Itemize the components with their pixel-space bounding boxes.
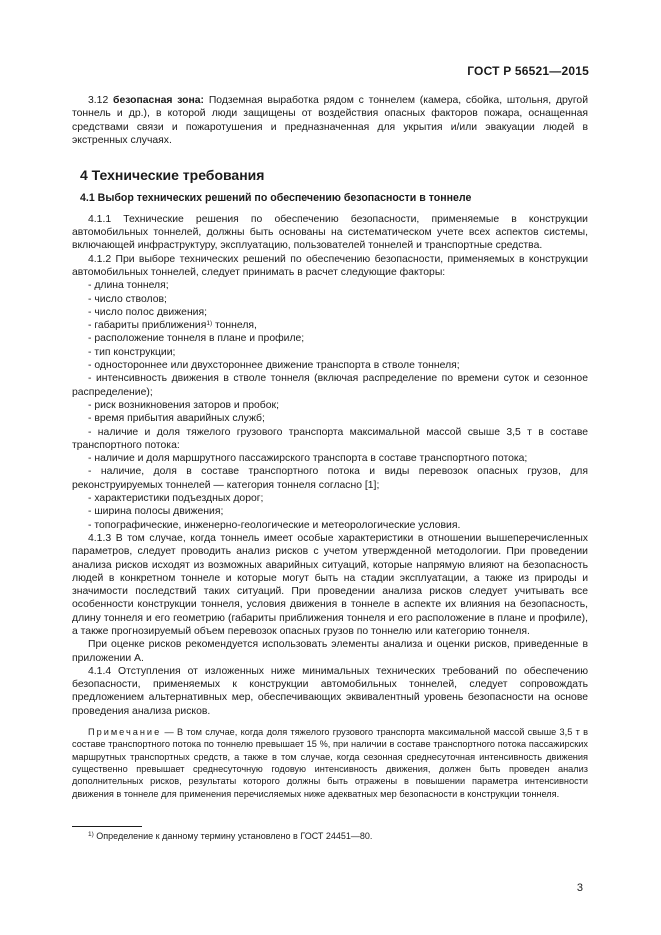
paragraph-4-1-2: 4.1.2 При выборе технических решений по обеспечению безопасности, применяемых в конструкции автомобильных тоннелей, следует принимать в расчет следующие факторы:: [72, 253, 588, 278]
factor-item: - наличие, доля в составе транспортного потока и виды перевозок опасных грузов, для реконструируемых тоннелей — категория тоннеля согласно [1];: [72, 466, 588, 491]
document-code: ГОСТ Р 56521—2015: [467, 64, 589, 78]
factor-text: тоннеля,: [212, 320, 257, 332]
section-4-title: 4 Технические требования: [80, 167, 265, 184]
factor-item: - ширина полосы движения;: [88, 506, 224, 518]
factor-item: - число полос движения;: [88, 306, 207, 318]
factor-item: - топографические, инженерно-геологические и метеорологические условия.: [88, 519, 461, 531]
footnote-marker: 1): [88, 831, 94, 838]
factor-item: - риск возникновения заторов и пробок;: [88, 399, 279, 411]
factor-item: - интенсивность движения в стволе тоннеля (включая распределение по времени суток и сезонное распределение);: [72, 373, 588, 398]
footnote-divider: [72, 826, 142, 827]
clause-3-12-term: безопасная зона:: [113, 95, 205, 106]
paragraph-risk-assessment: При оценке рисков рекомендуется использовать элементы анализа и оценки рисков, приведенные в приложении А.: [72, 639, 588, 664]
subsection-4-1-title: 4.1 Выбор технических решений по обеспечению безопасности в тоннеле: [80, 192, 472, 205]
factor-item: - наличие и доля маршрутного пассажирского транспорта в составе транспортного потока;: [88, 453, 528, 465]
factor-item: - длина тоннеля;: [88, 280, 169, 292]
paragraph-4-1-4: 4.1.4 Отступления от изложенных ниже минимальных технических требований по обеспечению безопасности, применяемых к конструкции автомобильных тоннелей, следует сопровождать предложением альтернативных мер, обеспечивающих эквивалентный уровень безопасности на основе проведения анализа рисков.: [72, 665, 588, 717]
factor-item: - число стволов;: [88, 293, 167, 305]
factor-item: - тип конструкции;: [88, 346, 176, 358]
factor-text: - габариты приближения: [88, 320, 207, 332]
factor-item: - одностороннее или двухстороннее движение транспорта в стволе тоннеля;: [88, 360, 460, 372]
factor-item: - расположение тоннеля в плане и профиле;: [88, 333, 305, 345]
factor-item: - время прибытия аварийных служб;: [88, 413, 265, 425]
footnote: [72, 830, 588, 842]
note-label: Примечание: [88, 727, 162, 738]
page-number: 3: [576, 882, 583, 894]
clause-3-12: [72, 94, 588, 147]
footnote-text: Определение к данному термину установлено в ГОСТ 24451—80.: [93, 831, 373, 841]
note-text: В том случае, когда доля тяжелого грузового транспорта максимальной массой свыше 3,5 т в составе транспортного потока по тоннелю превышает 15 %, при наличии в составе транспортного потока пассажирских маршрутных транспортных средств, а также в том случае, когда сезонная среднесуточная интенсивность движения существенно превышает среднесуточную годовую интенсивность движения, должен быть проведен анализ дополнительных рисков, результаты которого должны быть отражены в повышении параметра интенсивности движения в тоннеле для применения перечисляемых ниже адекватных мер безопасности в конструкции тоннеля.: [72, 727, 588, 799]
factor-list: [72, 279, 588, 532]
factor-item: - характеристики подъездных дорог;: [88, 493, 264, 505]
note: [72, 726, 588, 800]
factor-item: [72, 319, 588, 332]
footnote-ref: 1): [206, 320, 213, 328]
paragraph-4-1-3: 4.1.3 В том случае, когда тоннель имеет особые характеристики в отношении вышеперечисленных параметров, следует проводить анализ рисков с учетом утвержденной методологии. При проведении анализа рисков исходят из возможных аварийных ситуаций, которые напрямую влияют на безопасность людей в конкретном тоннеле и которые могут быть на стадии эксплуатации, а также из природы и значимости последствий таких ситуаций. При проведении анализа рисков следует учитывать все особенности конструкции тоннеля, условия движения в тоннеле в аспекте их влияния на безопасность, длину тоннеля и его геометрию (габариты приближения тоннеля и его расположение в плане и профиле), а также прогнозируемый объем перевозок опасных грузов по тоннелю или категорию тоннеля.: [72, 532, 588, 637]
clause-3-12-text: Подземная выработка рядом с тоннелем (камера, сбойка, штольня, другой тоннель и др.), в которой люди защищены от воздействия опасных факторов пожара, оснащенная средствами связи и пожаротушения и предназначенная для укрытия и/или эвакуации людей в экстренных случаях.: [72, 95, 589, 146]
paragraph-4-1-1: 4.1.1 Технические решения по обеспечению безопасности, применяемые в конструкции автомобильных тоннелей, должны быть основаны на систематическом учете всех аспектов системы, включающей инфраструктуру, эксплуатацию, пользователей тоннелей и транспортные средства.: [72, 213, 588, 252]
clause-3-12-number: 3.12: [88, 95, 109, 106]
document-body: [72, 94, 588, 800]
note-dash: —: [161, 727, 177, 738]
factor-item: - наличие и доля тяжелого грузового транспорта максимальной массой свыше 3,5 т в составе транспортного потока:: [72, 426, 588, 451]
